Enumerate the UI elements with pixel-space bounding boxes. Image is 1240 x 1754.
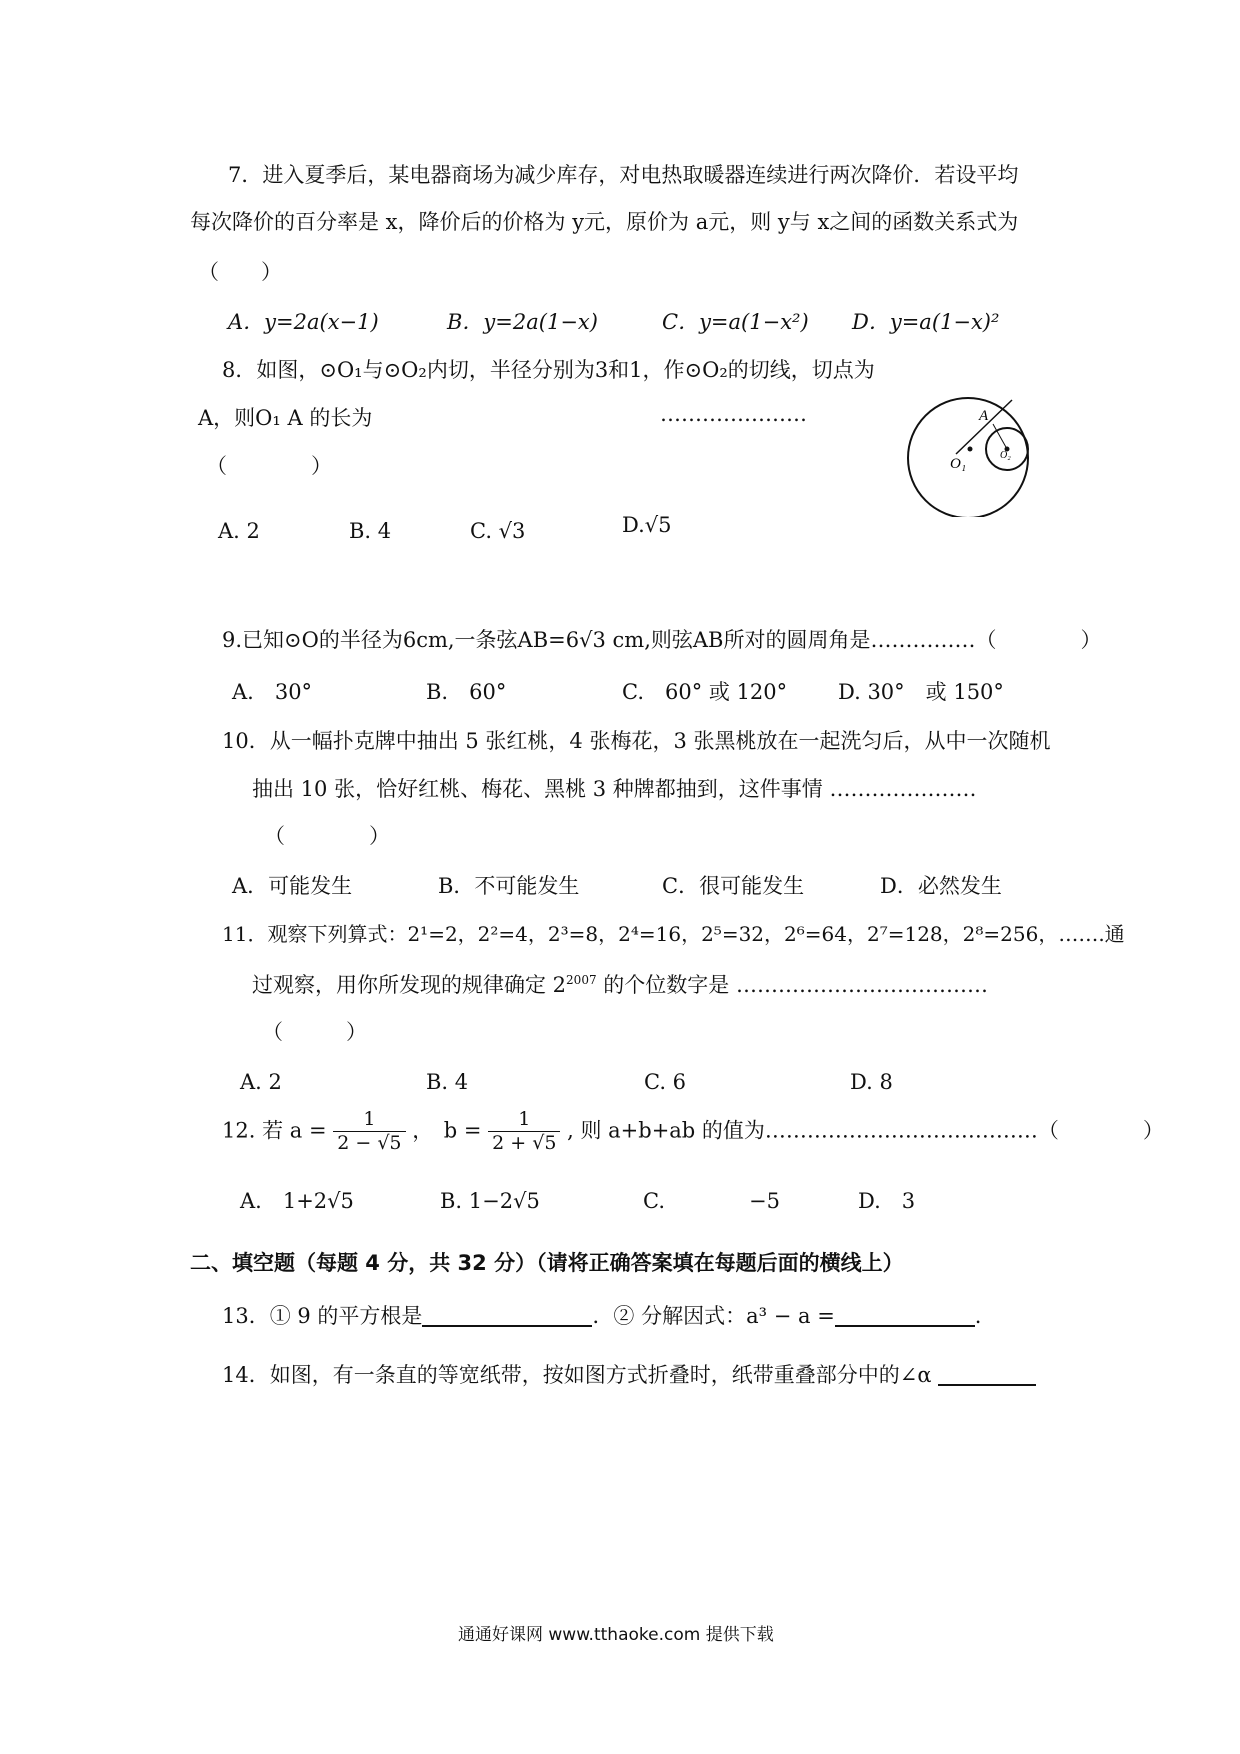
q12-option-d: D. 3 bbox=[858, 1189, 916, 1213]
q12-option-c: C. −5 bbox=[643, 1189, 780, 1213]
q12-option-b: B. 1−2√5 bbox=[440, 1189, 540, 1213]
q9-option-d: D. 30° 或 150° bbox=[838, 680, 1004, 704]
q11-option-c: C. 6 bbox=[644, 1070, 687, 1094]
q13-answer-blank-2[interactable] bbox=[835, 1305, 975, 1327]
q10-line2: 抽出 10 张，恰好红桃、梅花、黑桃 3 种牌都抽到，这件事情 ………………… bbox=[252, 777, 977, 801]
q9-option-b: B. 60° bbox=[426, 680, 507, 704]
label-a: A bbox=[979, 408, 989, 424]
q13-line bbox=[222, 1305, 981, 1327]
q12-fraction-a-denominator: 2 − √5 bbox=[337, 1131, 402, 1154]
q11-option-b: B. 4 bbox=[426, 1070, 469, 1094]
section-2-heading: 二、填空题（每题 4 分，共 32 分）（请将正确答案填在每题后面的横线上） bbox=[190, 1251, 904, 1275]
q7-line2: 每次降价的百分率是 x，降价后的价格为 y元，原价为 a元，则 y与 x之间的函数关系式为 bbox=[190, 210, 1019, 234]
q10-option-b: B．不可能发生 bbox=[438, 874, 580, 898]
q13-end: . bbox=[974, 1304, 982, 1328]
q12-fraction-b-numerator: 1 bbox=[488, 1108, 560, 1132]
q12-line bbox=[222, 1108, 1164, 1155]
q11-exponent: 2007 bbox=[566, 973, 597, 987]
q11-line1: 11．观察下列算式：2¹=2，2²=4，2³=8，2⁴=16，2⁵=32，2⁶=64，2⁷=128，2⁸=256，…….通 bbox=[222, 922, 1125, 946]
q12-fraction-b bbox=[488, 1108, 560, 1155]
q12-fraction-a bbox=[333, 1108, 405, 1155]
q14-line bbox=[222, 1364, 1036, 1386]
q7-option-b: B．y=2a(1−x) bbox=[447, 310, 598, 334]
q7-option-c: C．y=a(1−x²) bbox=[662, 310, 809, 334]
q11-line2 bbox=[252, 974, 988, 996]
q7-option-d: D．y=a(1−x)² bbox=[852, 310, 1000, 334]
q11-option-a: A. 2 bbox=[240, 1070, 282, 1094]
q8-option-c: C. √3 bbox=[470, 519, 526, 543]
q8-circles-figure bbox=[900, 392, 1045, 517]
q8-line1: 8．如图，⊙O₁与⊙O₂内切，半径分别为3和1，作⊙O₂的切线，切点为 bbox=[222, 358, 875, 382]
q12-mid: ， b = bbox=[412, 1118, 482, 1143]
q10-option-a: A．可能发生 bbox=[232, 874, 353, 898]
q7-line1: 7．进入夏季后，某电器商场为减少库存，对电热取暖器连续进行两次降价．若设平均 bbox=[228, 163, 1019, 187]
q13-answer-blank-1[interactable] bbox=[422, 1305, 592, 1327]
q12-fraction-a-numerator: 1 bbox=[333, 1108, 405, 1132]
q12-option-a: A. 1+2√5 bbox=[240, 1189, 354, 1213]
q13-part1: 13．① 9 的平方根是 bbox=[222, 1304, 423, 1328]
q7-bracket: （ ） bbox=[198, 260, 282, 284]
q10-bracket: （ ） bbox=[264, 824, 390, 848]
label-o2: O₂ bbox=[1000, 450, 1011, 461]
point-o1 bbox=[968, 447, 973, 452]
q12-fraction-b-denominator: 2 + √5 bbox=[492, 1131, 557, 1154]
q10-option-d: D．必然发生 bbox=[880, 874, 1002, 898]
q10-option-c: C．很可能发生 bbox=[662, 874, 805, 898]
q8-dots: ………………… bbox=[660, 402, 807, 426]
q14-text: 14．如图，有一条直的等宽纸带，按如图方式折叠时，纸带重叠部分中的∠α bbox=[222, 1363, 932, 1387]
q11-line2-post: 的个位数字是 ……………………………… bbox=[596, 973, 988, 997]
q8-option-d: D.√5 bbox=[622, 513, 672, 537]
label-o1: O₁ bbox=[950, 456, 967, 472]
q7-option-a: A．y=2a(x−1) bbox=[228, 310, 379, 334]
q14-answer-blank[interactable] bbox=[938, 1364, 1036, 1386]
q12-prefix: 12. 若 a = bbox=[222, 1118, 327, 1143]
q10-line1: 10．从一幅扑克牌中抽出 5 张红桃，4 张梅花，3 张黑桃放在一起洗匀后，从中一次随机 bbox=[222, 729, 1051, 753]
q9-option-a: A. 30° bbox=[232, 680, 313, 704]
q8-option-b: B. 4 bbox=[349, 519, 392, 543]
q11-option-d: D. 8 bbox=[850, 1070, 893, 1094]
q12-suffix: , 则 a+b+ab 的值为…………………………………（ ） bbox=[567, 1118, 1164, 1143]
q8-line2: A，则O₁ A 的长为 bbox=[198, 406, 373, 430]
q8-option-a: A. 2 bbox=[218, 519, 260, 543]
q9-option-c: C. 60° 或 120° bbox=[622, 680, 788, 704]
page-footer: 通通好课网 www.tthaoke.com 提供下载 bbox=[458, 1625, 774, 1645]
q11-line2-pre: 过观察，用你所发现的规律确定 2 bbox=[252, 973, 567, 997]
q13-part2: ．② 分解因式：a³ − a = bbox=[592, 1304, 835, 1328]
q11-bracket: （ ） bbox=[262, 1020, 367, 1044]
q9-line1: 9.已知⊙O的半径为6cm,一条弦AB=6√3 cm,则弦AB所对的圆周角是……………（ ） bbox=[222, 628, 1102, 652]
q8-bracket: （ ） bbox=[206, 454, 332, 478]
